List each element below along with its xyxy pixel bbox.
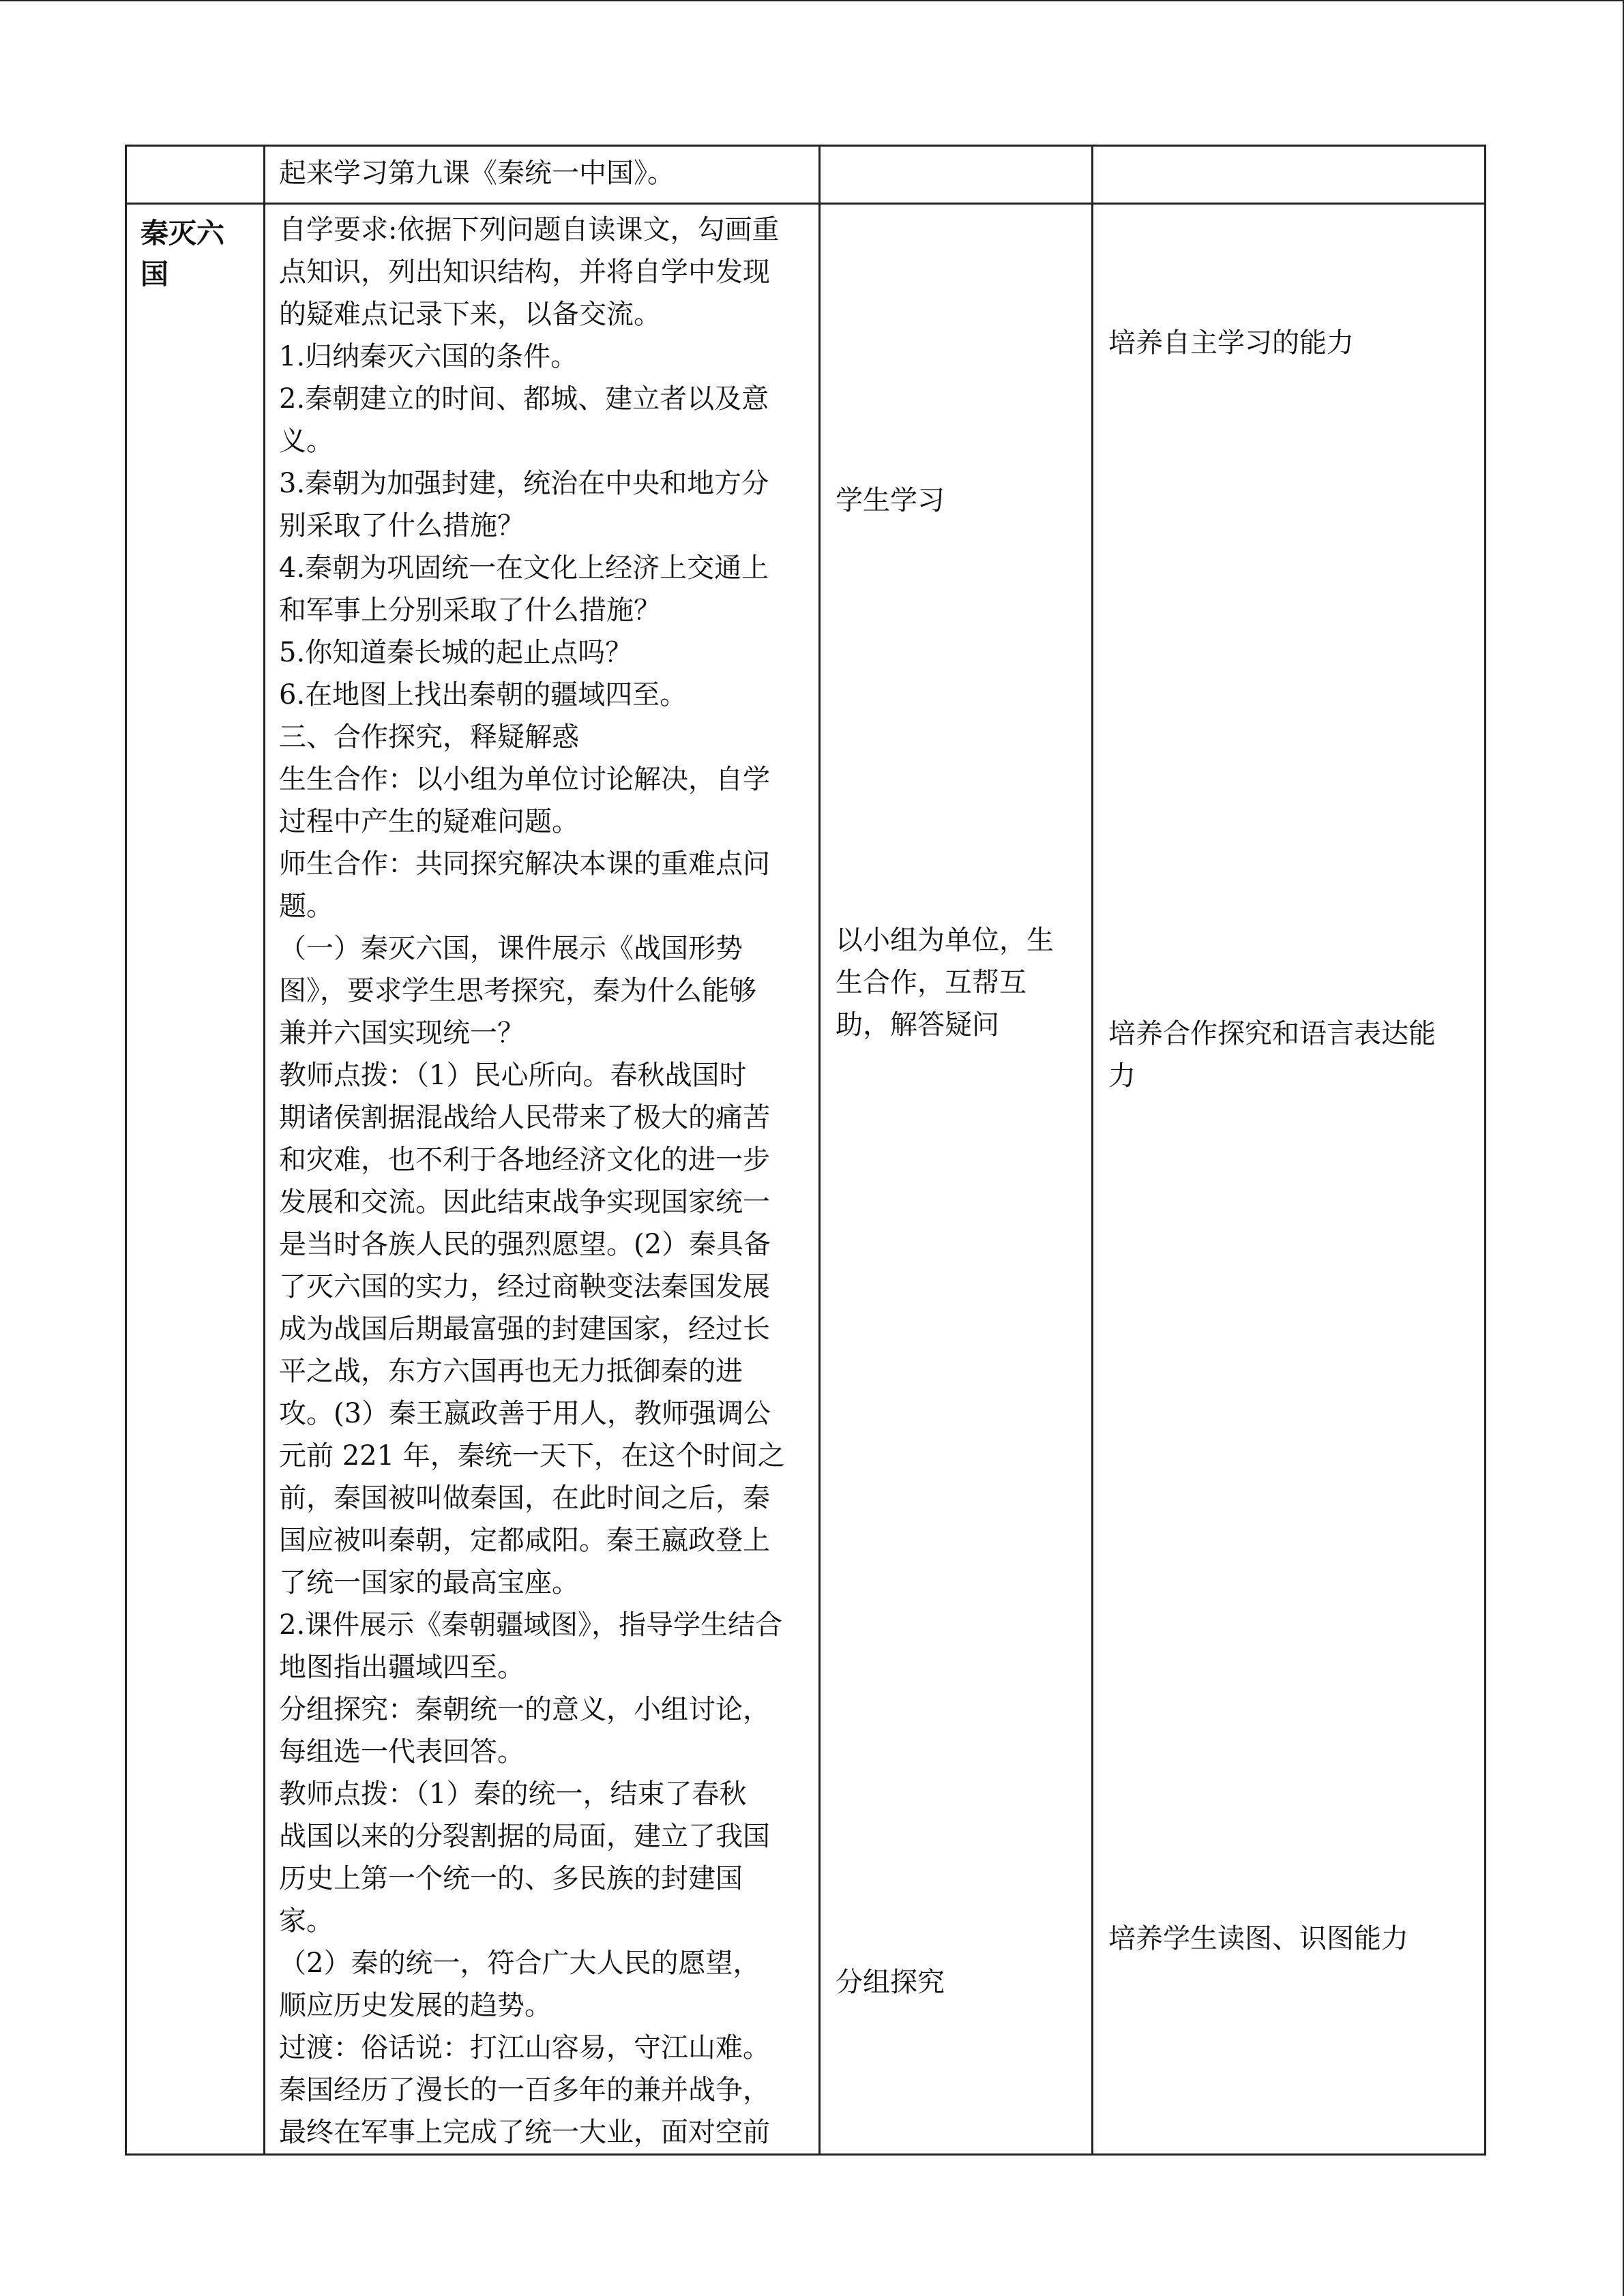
section-cell <box>126 204 265 2155</box>
content-line: 兼并六国实现统一？ <box>279 1017 525 1049</box>
intent-cell <box>1093 204 1486 2155</box>
content-line: 每组选一代表回答。 <box>279 1736 525 1768</box>
activity-line: 学生学习 <box>836 485 945 516</box>
content-line: 和军事上分别采取了什么措施？ <box>279 595 661 626</box>
content-line: 3.秦朝为加强封建，统治在中央和地方分 <box>279 468 769 499</box>
content-line: 了灭六国的实力，经过商鞅变法秦国发展 <box>279 1271 770 1302</box>
content-line: 战国以来的分裂割据的局面，建立了我国 <box>279 1821 770 1852</box>
content-line: 秦国经历了漫长的一百多年的兼并战争， <box>279 2074 770 2106</box>
content-line: 点知识，列出知识结构，并将自学中发现 <box>279 256 770 288</box>
content-line: 图》，要求学生思考探究，秦为什么能够 <box>279 975 756 1007</box>
content-lines <box>265 205 818 2153</box>
content-line: 自学要求:依据下列问题自读课文，勾画重 <box>279 214 780 245</box>
content-line: 别采取了什么措施？ <box>279 510 525 541</box>
content-line: 家。 <box>279 1905 334 1937</box>
content-line: 2.课件展示《秦朝疆域图》，指导学生结合 <box>279 1609 783 1641</box>
content-line: 的疑难点记录下来，以备交流。 <box>279 299 661 330</box>
activity-line: 分组探究 <box>836 1967 945 1998</box>
content-line: （2）秦的统一，符合广大人民的愿望， <box>279 1948 761 1979</box>
content-line: 义。 <box>279 426 334 457</box>
content-cell <box>265 204 820 2155</box>
intent-2 <box>1108 1013 1479 1097</box>
content-line: 分组探究：秦朝统一的意义，小组讨论， <box>279 1694 770 1725</box>
intent-1 <box>1108 322 1479 364</box>
content-line: 题。 <box>279 891 334 922</box>
row1-content-text: 起来学习第九课《秦统一中国》。 <box>279 158 675 189</box>
content-line: 教师点拨：（1）秦的统一，结束了春秋 <box>279 1778 747 1810</box>
content-line: 4.秦朝为巩固统一在文化上经济上交通上 <box>279 552 769 584</box>
content-line: 教师点拨：（1）民心所向。春秋战国时 <box>279 1060 747 1091</box>
content-line: 了统一国家的最高宝座。 <box>279 1567 579 1598</box>
activity-1 <box>836 479 1086 522</box>
row1-content-cell <box>265 146 820 204</box>
content-line: 前，秦国被叫做秦国，在此时间之后，秦 <box>279 1482 770 1514</box>
content-line: 攻。(3）秦王嬴政善于用人，教师强调公 <box>279 1398 771 1429</box>
content-line: 历史上第一个统一的、多民族的封建国 <box>279 1863 743 1894</box>
content-line: 生生合作：以小组为单位讨论解决，自学 <box>279 764 770 795</box>
intent-line: 培养合作探究和语言表达能 <box>1108 1018 1436 1049</box>
content-line: 2.秦朝建立的时间、都城、建立者以及意 <box>279 383 769 415</box>
content-line: 期诸侯割据混战给人民带来了极大的痛苦 <box>279 1102 770 1133</box>
row1-intent-cell <box>1093 146 1486 204</box>
page-top-border <box>0 0 1624 1</box>
intent-line: 力 <box>1108 1060 1136 1092</box>
content-line: 和灾难，也不利于各地经济文化的进一步 <box>279 1144 770 1176</box>
content-line: 师生合作：共同探究解决本课的重难点问 <box>279 848 770 880</box>
content-line: 6.在地图上找出秦朝的疆域四至。 <box>279 679 688 711</box>
content-line: 发展和交流。因此结束战争实现国家统一 <box>279 1187 770 1218</box>
table-row <box>126 204 1486 2155</box>
content-line: 最终在军事上完成了统一大业，面对空前 <box>279 2117 770 2148</box>
activity-cell <box>820 204 1093 2155</box>
row1-activity-cell <box>820 146 1093 204</box>
content-line: （一）秦灭六国，课件展示《战国形势 <box>279 933 743 964</box>
activity-line: 助，解答疑问 <box>836 1009 999 1041</box>
content-line: 是当时各族人民的强烈愿望。(2）秦具备 <box>279 1229 771 1260</box>
activity-line: 生合作，互帮互 <box>836 967 1027 998</box>
content-line: 1.归纳秦灭六国的条件。 <box>279 341 578 372</box>
content-line: 三、合作探究，释疑解惑 <box>279 721 579 753</box>
activity-line: 以小组为单位，生 <box>836 925 1054 956</box>
content-line: 国应被叫秦朝，定都咸阳。秦王嬴政登上 <box>279 1525 770 1556</box>
activity-2 <box>836 919 1086 1046</box>
intent-3 <box>1108 1918 1479 1960</box>
lesson-plan-table <box>125 145 1486 2156</box>
content-line: 成为战国后期最富强的封建国家，经过长 <box>279 1313 770 1345</box>
activity-3 <box>836 1961 1086 2003</box>
content-line: 元前 221 年，秦统一天下，在这个时间之 <box>279 1440 785 1472</box>
content-line: 过渡：俗话说：打江山容易，守江山难。 <box>279 2032 770 2063</box>
content-line: 顺应历史发展的趋势。 <box>279 1990 552 2021</box>
content-line: 过程中产生的疑难问题。 <box>279 806 579 837</box>
intent-line: 培养自主学习的能力 <box>1108 327 1354 359</box>
row1-section-cell <box>126 146 265 204</box>
table-row <box>126 146 1486 204</box>
section-title-text: 秦灭六国 <box>141 217 224 290</box>
content-line: 平之战，东方六国再也无力抵御秦的进 <box>279 1356 743 1387</box>
intent-line: 培养学生读图、识图能力 <box>1108 1923 1408 1954</box>
section-title <box>127 205 263 295</box>
content-line: 5.你知道秦长城的起止点吗？ <box>279 637 633 668</box>
content-line: 地图指出疆域四至。 <box>279 1652 525 1683</box>
